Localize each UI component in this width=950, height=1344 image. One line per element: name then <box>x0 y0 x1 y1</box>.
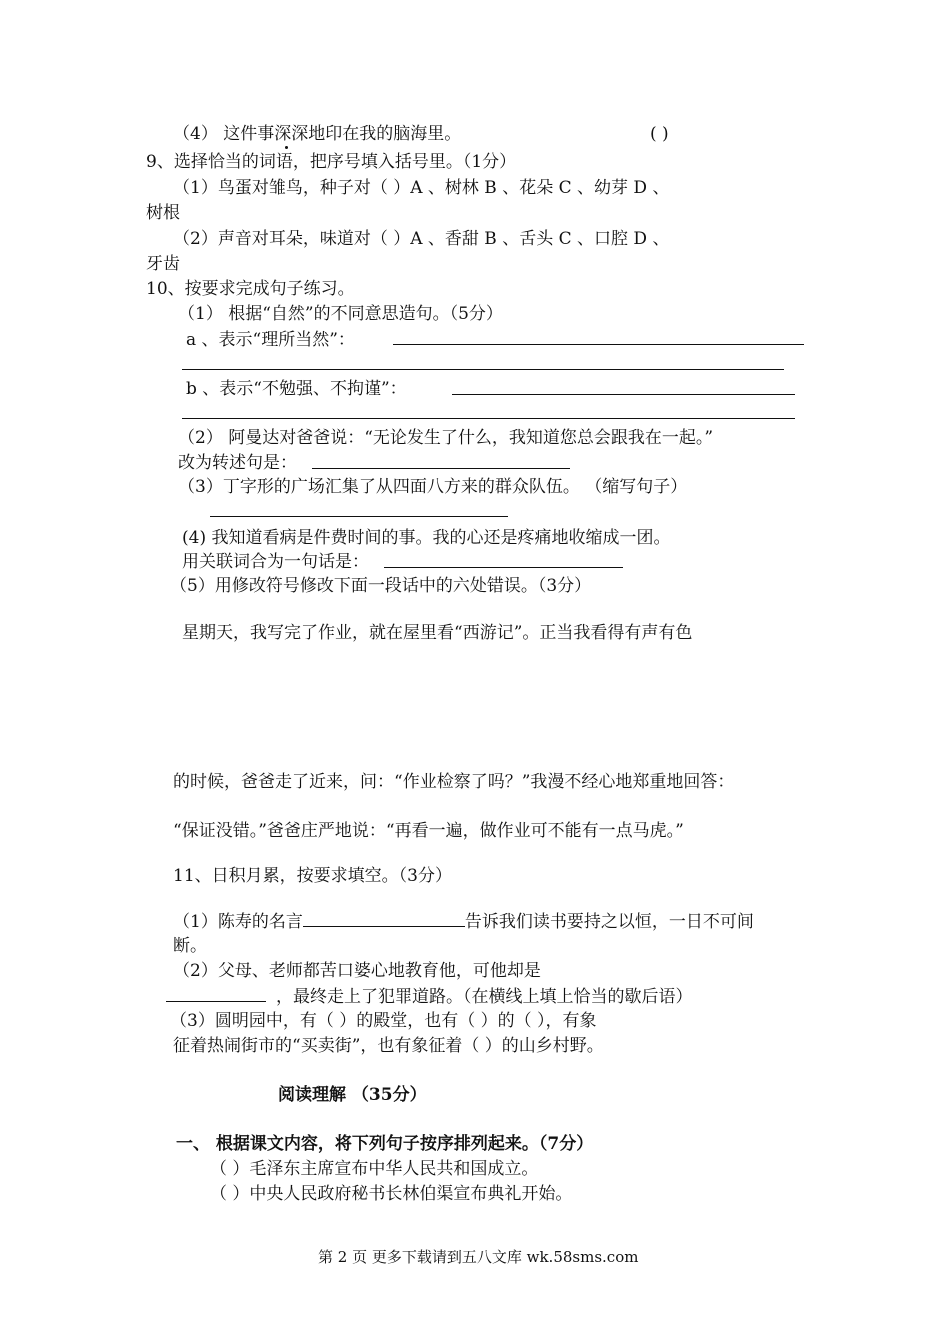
passage-line-1: 星期天，我写完了作业，就在屋里看“西游记”。正当我看得有声有色 <box>182 623 693 643</box>
reading-item-1: （ ）毛泽东主席宣布中华人民共和国成立。 <box>210 1159 539 1179</box>
answer-line-sub2[interactable] <box>312 468 570 469</box>
reading-section1-title: 一、 根据课文内容，将下列句子按序排列起来。（7分） <box>176 1134 594 1154</box>
q10-sub2-line2: 改为转述句是： <box>178 453 297 473</box>
reading-title: 阅读理解 （35分） <box>278 1085 427 1105</box>
q10-sub2-line1: （2） 阿曼达对爸爸说：“无论发生了什么，我知道您总会跟我在一起。” <box>178 428 714 448</box>
q8-item4-text: （4） 这件事深深地印在我的脑海里。 <box>173 124 462 144</box>
q10-sub1-a: a 、表示“理所当然”： <box>186 330 355 350</box>
reading-item-2: （ ）中央人民政府秘书长林伯渠宣布典礼开始。 <box>210 1184 573 1204</box>
q11-sub1-b: 告诉我们读书要持之以恒，一日不可间 <box>464 912 754 932</box>
q11-sub2-line2 <box>166 985 693 1008</box>
q11-sub1-line2: 断。 <box>173 936 207 956</box>
answer-line-a2[interactable] <box>182 369 784 370</box>
q11-sub2-line1: （2）父母、老师都苦口婆心地教育他，可他却是 <box>173 961 541 981</box>
q10-sub1-b: b 、表示“不勉强、不拘谨”： <box>186 379 407 399</box>
answer-line-sub3[interactable] <box>210 516 508 517</box>
q10-sub5: （5）用修改符号修改下面一段话中的六处错误。（3分） <box>170 576 592 596</box>
q10-sub1: （1） 根据“自然”的不同意思造句。（5分） <box>178 304 503 324</box>
answer-blank-sub2[interactable] <box>166 985 266 1002</box>
q11-sub1-a: （1）陈寿的名言 <box>173 912 303 932</box>
page-footer: 第 2 页 更多下载请到五八文库 wk.58sms.com <box>318 1248 639 1266</box>
answer-line-sub4[interactable] <box>384 567 623 568</box>
q11-title: 11、日积月累，按要求填空。（3分） <box>173 866 452 886</box>
q9-item1-line2: 树根 <box>146 203 180 223</box>
answer-blank-sub1[interactable] <box>303 910 465 927</box>
q8-item4-paren: ( ) <box>650 124 669 144</box>
q11-sub1-line1 <box>173 910 754 933</box>
q10-sub3: （3）丁字形的广场汇集了从四面八方来的群众队伍。 （缩写句子） <box>178 477 688 497</box>
q11-sub3-line2: 征着热闹街市的“买卖街”，也有象征着（ ）的山乡村野。 <box>173 1036 604 1056</box>
passage-line-2: 的时候，爸爸走了近来，问：“作业检察了吗？”我漫不经心地郑重地回答： <box>173 772 735 792</box>
q9-title: 9、选择恰当的词语，把序号填入括号里。（1分） <box>146 152 517 172</box>
q11-sub3-line1: （3）圆明园中，有（ ）的殿堂，也有（ ）的（ ），有象 <box>170 1011 597 1031</box>
answer-line-a1[interactable] <box>393 344 804 345</box>
emphasis-dot <box>285 146 288 149</box>
q10-sub4-line2: 用关联词合为一句话是： <box>182 552 369 572</box>
answer-line-b2[interactable] <box>182 418 795 419</box>
passage-line-3: “保证没错。”爸爸庄严地说：“再看一遍，做作业可不能有一点马虎。” <box>173 821 684 841</box>
q9-item2-line1: （2）声音对耳朵，味道对（ ）A 、香甜 B 、舌头 C 、口腔 D 、 <box>173 229 670 249</box>
q9-item1-line1: （1）鸟蛋对雏鸟，种子对（ ）A 、树林 B 、花朵 C 、幼芽 D 、 <box>173 178 670 198</box>
q10-title: 10、按要求完成句子练习。 <box>146 279 355 299</box>
q9-item2-line2: 牙齿 <box>146 254 180 274</box>
answer-line-b1[interactable] <box>452 394 795 395</box>
q10-sub4-line1: (4) 我知道看病是件费时间的事。我的心还是疼痛地收缩成一团。 <box>182 528 671 548</box>
q11-sub2-text: ，最终走上了犯罪道路。（在横线上填上恰当的歇后语） <box>276 987 693 1007</box>
